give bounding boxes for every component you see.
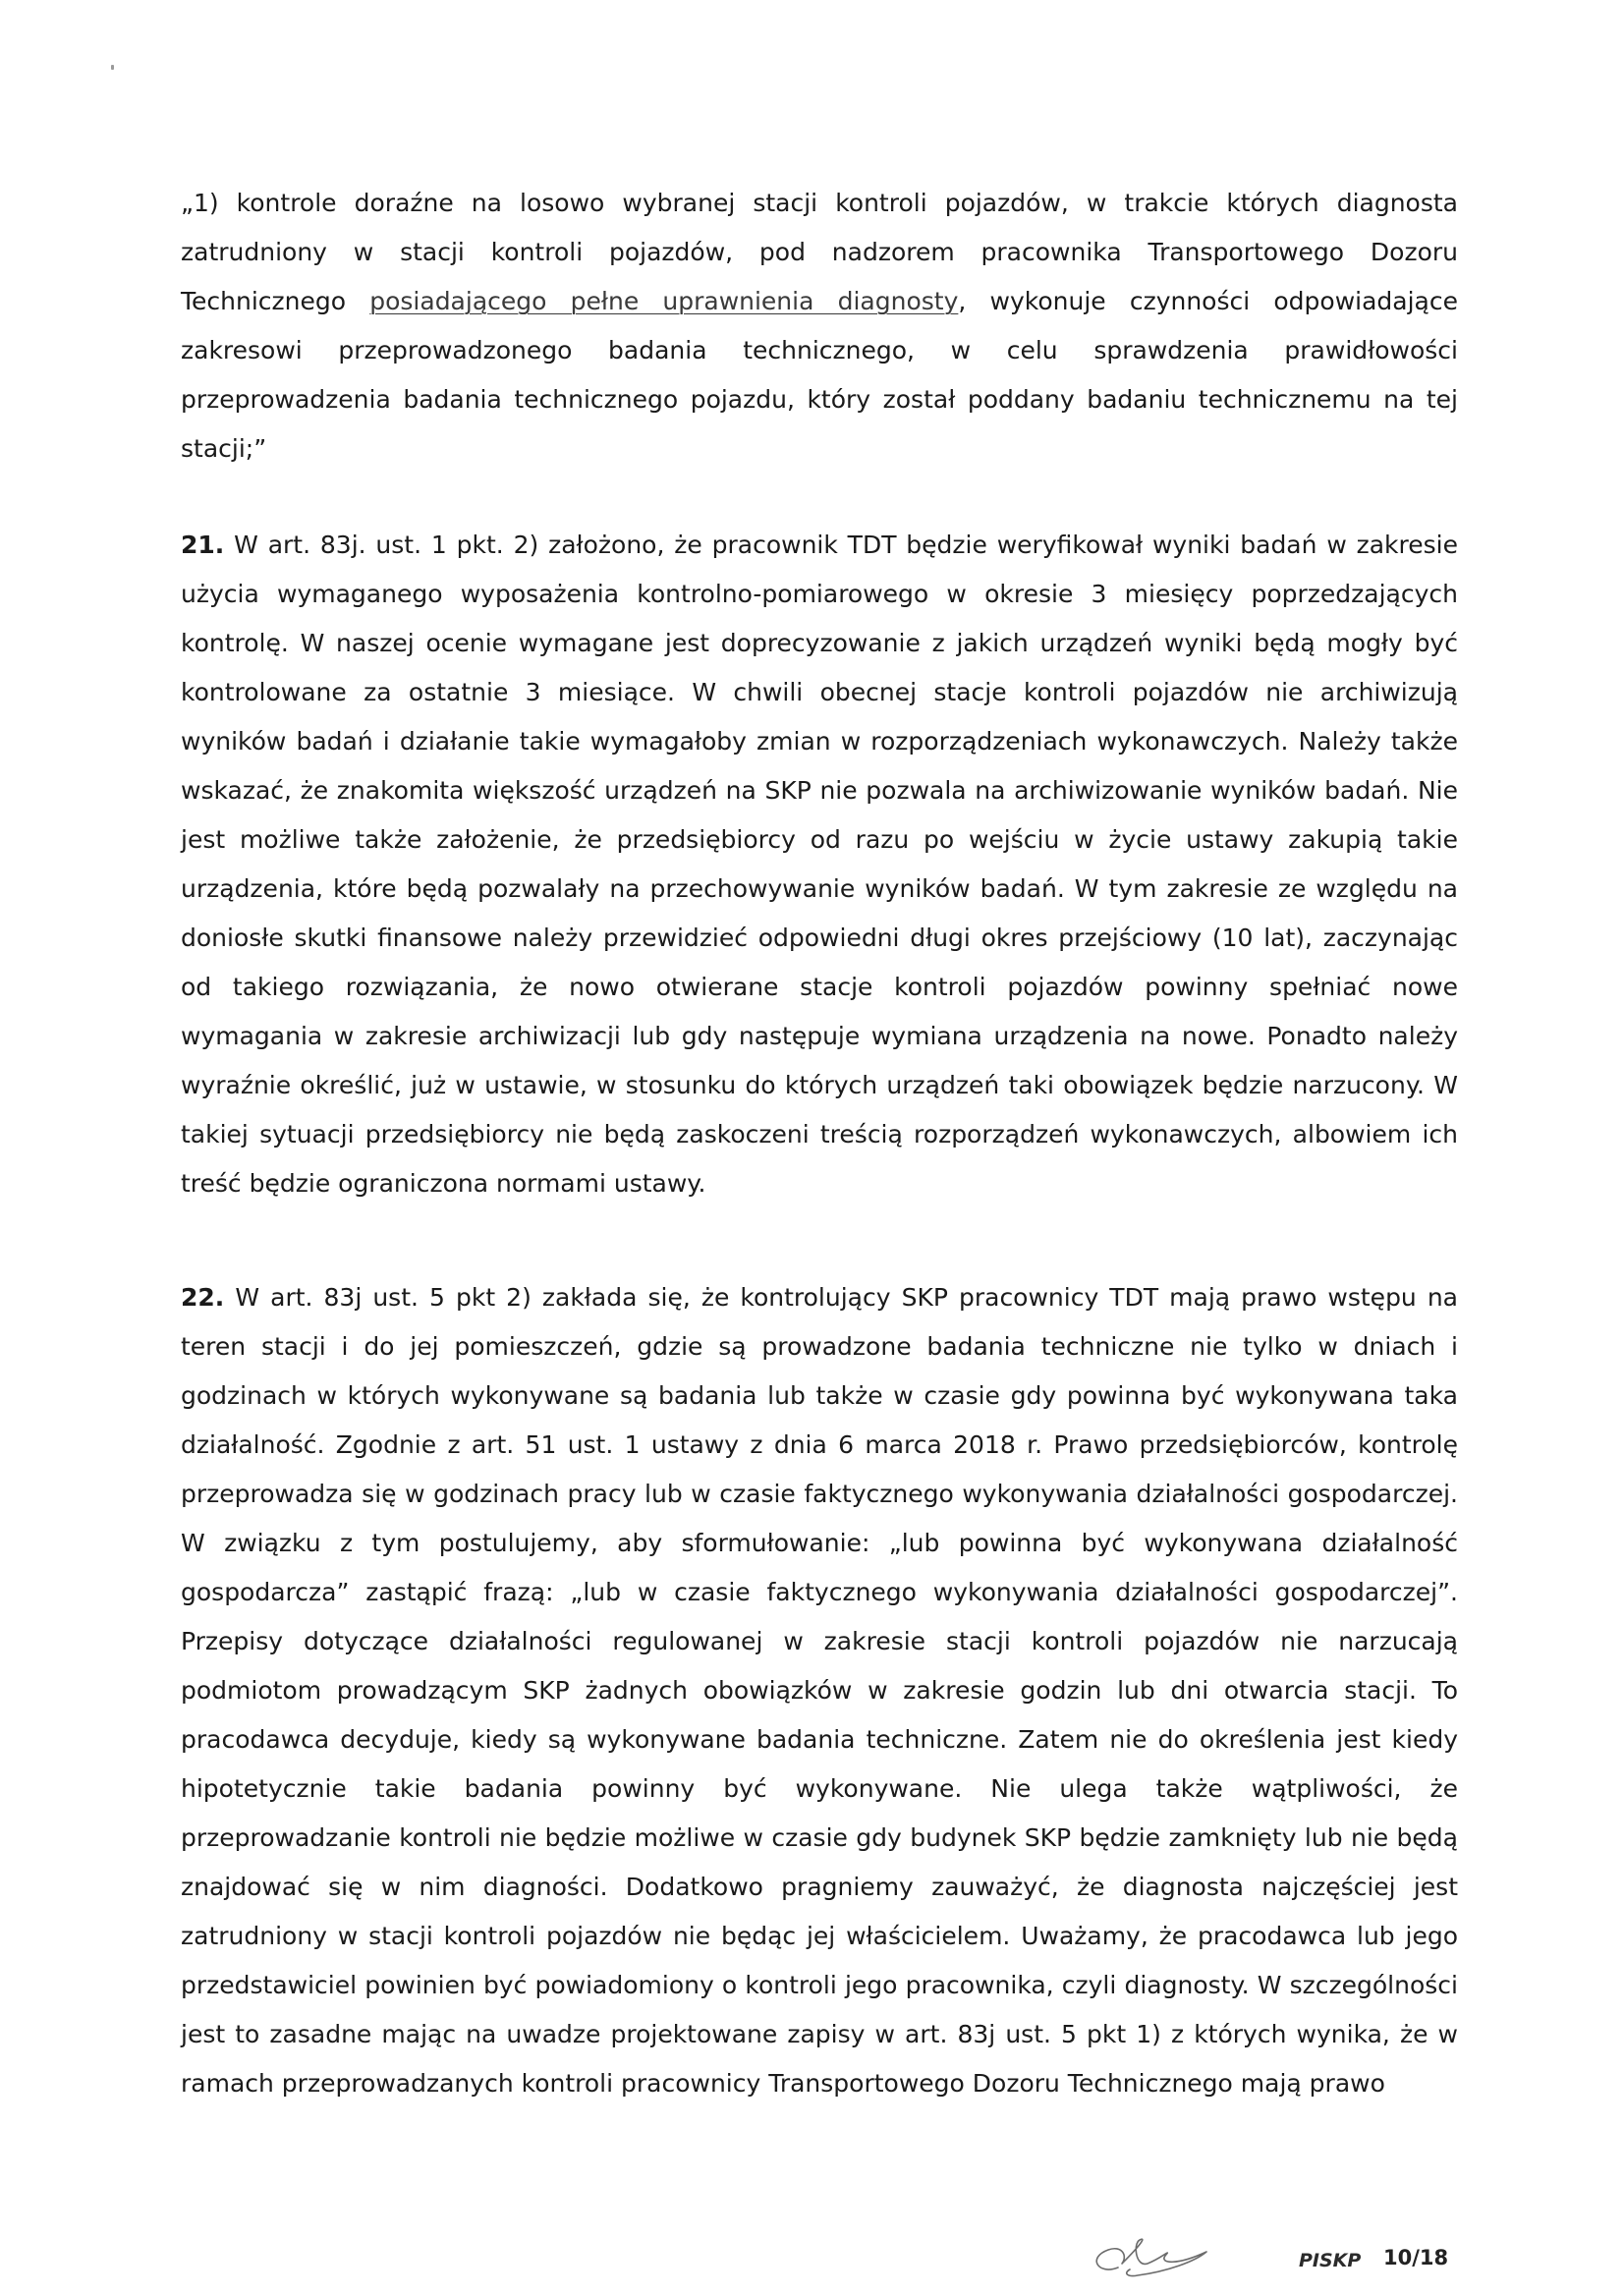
paragraph-number: 22. bbox=[181, 1283, 225, 1312]
paragraph-text-end: , wykonuje czynności odpowiadające zakresowi przeprowadzonego badania technicznego, w celu sprawdzenia prawidłowości przeprowadzenia badania technicznego pojazdu, który został poddany badaniu technicznemu na tej stacji;” bbox=[181, 287, 1458, 463]
paragraph-text-start: „1) kontrole doraźne na losowo wybranej stacji kontroli pojazdów, w trakcie których diagnosta zatrudniony w stacji kontroli pojazdów, pod nadzorem pracownika Transportowego Dozoru Technicznego bbox=[181, 189, 1458, 315]
handwritten-signature bbox=[1079, 2228, 1256, 2287]
paragraph-number: 21. bbox=[181, 531, 225, 559]
page-number: 10/18 bbox=[1383, 2246, 1449, 2269]
scan-artifact-mark bbox=[111, 65, 114, 70]
quoted-provision-paragraph bbox=[181, 179, 1458, 474]
underlined-phrase: posiadającego pełne uprawnienia diagnosty bbox=[369, 287, 959, 315]
organization-logo: PISKP bbox=[1299, 2250, 1362, 2271]
paragraph-body: W art. 83j. ust. 1 pkt. 2) założono, że pracownik TDT będzie weryfikował wyniki badań w zakresie użycia wymaganego wyposażenia kontrolno-pomiarowego w okresie 3 miesięcy poprzedzających kontrolę. W naszej ocenie wymagane jest doprecyzowanie z jakich urządzeń wyniki będą mogły być kontrolowane za ostatnie 3 miesiące. W chwili obecnej stacje kontroli pojazdów nie archiwizują wyników badań i działanie takie wymagałoby zmian w rozporządzeniach wykonawczych. Należy także wskazać, że znakomita większość urządzeń na SKP nie pozwala na archiwizowanie wyników badań. Nie jest możliwe także założenie, że przedsiębiorcy od razu po wejściu w życie ustawy zakupią takie urządzenia, które będą pozwalały na przechowywanie wyników badań. W tym zakresie ze względu na doniosłe skutki finansowe należy przewidzieć odpowiedni długi okres przejściowy (10 lat), zaczynając od takiego rozwiązania, że nowo otwierane stacje kontroli pojazdów powinny spełniać nowe wymagania w zakresie archiwizacji lub gdy następuje wymiana urządzenia na nowe. Ponadto należy wyraźnie określić, już w ustawie, w stosunku do których urządzeń taki obowiązek będzie narzucony. W takiej sytuacji przedsiębiorcy nie będą zaskoczeni treścią rozporządzeń wykonawczych, albowiem ich treść będzie ograniczona normami ustawy. bbox=[181, 531, 1458, 1198]
paragraph-text bbox=[181, 179, 1458, 474]
comment-paragraph-22 bbox=[181, 1273, 1458, 2108]
paragraph-body: W art. 83j ust. 5 pkt 2) zakłada się, że kontrolujący SKP pracownicy TDT mają prawo wstępu na teren stacji i do jej pomieszczeń, gdzie są prowadzone badania techniczne nie tylko w dniach i godzinach w których wykonywane są badania lub także w czasie gdy powinna być wykonywana taka działalność. Zgodnie z art. 51 ust. 1 ustawy z dnia 6 marca 2018 r. Prawo przedsiębiorców, kontrolę przeprowadza się w godzinach pracy lub w czasie faktycznego wykonywania działalności gospodarczej. W związku z tym postulujemy, aby sformułowanie: „lub powinna być wykonywana działalność gospodarcza” zastąpić frazą: „lub w czasie faktycznego wykonywania działalności gospodarczej”. Przepisy dotyczące działalności regulowanej w zakresie stacji kontroli pojazdów nie narzucają podmiotom prowadzącym SKP żadnych obowiązków w zakresie godzin lub dni otwarcia stacji. To pracodawca decyduje, kiedy są wykonywane badania techniczne. Zatem nie do określenia jest kiedy hipotetycznie takie badania powinny być wykonywane. Nie ulega także wątpliwości, że przeprowadzanie kontroli nie będzie możliwe w czasie gdy budynek SKP będzie zamknięty lub nie będą znajdować się w nim diagności. Dodatkowo pragniemy zauważyć, że diagnosta najczęściej jest zatrudniony w stacji kontroli pojazdów nie będąc jej właścicielem. Uważamy, że pracodawca lub jego przedstawiciel powinien być powiadomiony o kontroli jego pracownika, czyli diagnosty. W szczególności jest to zasadne mając na uwadze projektowane zapisy w art. 83j ust. 5 pkt 1) z których wynika, że w ramach przeprowadzanych kontroli pracownicy Transportowego Dozoru Technicznego mają prawo bbox=[181, 1283, 1458, 2098]
paragraph-text bbox=[181, 1273, 1458, 2108]
comment-paragraph-21 bbox=[181, 521, 1458, 1208]
paragraph-text bbox=[181, 521, 1458, 1208]
